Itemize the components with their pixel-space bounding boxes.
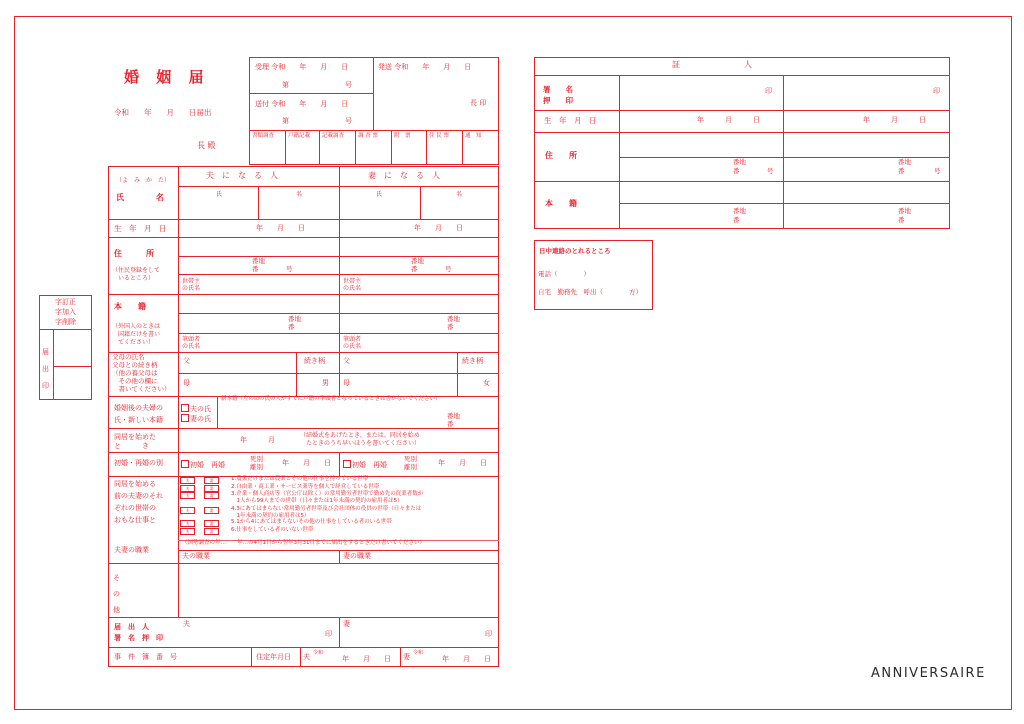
cohabitation-label: 同居を始めた と き: [114, 433, 156, 450]
wife-first-marriage-option[interactable]: 初婚 再婚: [343, 460, 387, 469]
wife-header: 妻 に な る 人: [368, 171, 440, 180]
juri-number: 第 号: [282, 81, 352, 89]
mayor-line[interactable]: 長 殿: [197, 141, 216, 150]
chouin: 長 印: [470, 99, 487, 107]
wife-address-field[interactable]: [340, 238, 498, 256]
parents-label: 父母の氏名 父母との続き柄 （他の養父母は その他の欄に 書いてください）: [112, 353, 171, 393]
occupation-label: 夫妻の職業: [114, 546, 149, 554]
contact-place-field[interactable]: 自宅 勤務先 呼出（ 方）: [538, 288, 642, 296]
wife-signature-field[interactable]: [341, 619, 498, 646]
husband-given-name-field[interactable]: [259, 198, 339, 218]
new-honseki-label: 婚姻後の夫婦の 氏・新しい本籍: [114, 404, 163, 424]
office-column-label: 戸籍記載: [288, 133, 311, 139]
applicant-signature-label: 届 出 人 署 名 押 印: [114, 623, 163, 642]
form-title: 婚 姻 届: [124, 68, 210, 86]
husband-occupation-field[interactable]: 夫の職業: [182, 552, 210, 560]
husband-surname-checkbox[interactable]: 夫の氏: [181, 404, 211, 413]
witness2-signature-field[interactable]: [784, 77, 949, 109]
furigana-label: （よ み か た）: [116, 177, 171, 184]
witness-birthdate-label: 生 年 月 日: [544, 116, 597, 125]
birthdate-label: 生 年 月 日: [114, 224, 167, 233]
other-label: そ の 他: [113, 574, 120, 614]
applicant-seal-label: 届 出 印: [42, 348, 49, 390]
wife-birthdate-field[interactable]: 年 月 日: [414, 224, 463, 232]
filing-date[interactable]: 令和 年 月 日届出: [114, 108, 212, 117]
husband-signature-field[interactable]: [180, 619, 338, 646]
hasso-date: 発送 令和 年 月 日: [378, 63, 472, 71]
office-column-label: 調 査 票: [358, 133, 378, 139]
contact-phone-field[interactable]: 電話（ ）: [538, 270, 590, 278]
witness-header: 証 人: [672, 60, 752, 69]
juri-date: 受理 令和 年 月 日: [255, 63, 349, 71]
husband-surname-field[interactable]: [179, 198, 258, 218]
wife-occupation-field[interactable]: 妻の職業: [343, 552, 371, 560]
office-column-label: 通 知: [465, 133, 482, 139]
husband-birthdate-field[interactable]: 年 月 日: [256, 224, 305, 232]
husband-address-field[interactable]: [179, 238, 338, 256]
wife-given-name-field[interactable]: [421, 198, 499, 218]
contact-header: 日中連絡のとれるところ: [539, 247, 611, 255]
wife-surname-checkbox[interactable]: 妻の氏: [181, 414, 211, 423]
other-field[interactable]: [180, 565, 498, 615]
honseki-label: 本 籍: [114, 302, 146, 311]
name-label: 氏 名: [116, 193, 164, 202]
witness1-signature-field[interactable]: [620, 77, 782, 109]
office-column-label: 附 票: [394, 133, 411, 139]
marriage-history-label: 初婚・再婚の別: [114, 459, 163, 467]
office-column-label: 記載調査: [322, 133, 345, 139]
cohabitation-date-field[interactable]: 年 月: [240, 436, 275, 444]
brand-logo: ANNIVERSAIRE: [871, 666, 986, 681]
wife-surname-field[interactable]: [340, 198, 420, 218]
witness-signature-label: 署 名 押 印: [543, 85, 573, 105]
office-column-label: 書類調査: [252, 133, 275, 139]
soufu-number: 第 号: [282, 117, 352, 125]
witness-honseki-label: 本 籍: [545, 199, 577, 208]
husband-header: 夫 に な る 人: [206, 171, 278, 180]
husband-first-marriage-option[interactable]: 初婚 再婚: [181, 460, 225, 469]
address-label: 住 所: [114, 249, 154, 258]
witness-address-label: 住 所: [545, 151, 577, 160]
work-label: 同居を始める 前の夫妻のそれ ぞれの世帯の おもな仕事と: [114, 480, 163, 524]
office-column-label: 住 民 票: [429, 133, 449, 139]
case-number-label: 事 件 簿 番 号: [114, 653, 177, 661]
soufu-date: 送付 令和 年 月 日: [255, 100, 349, 108]
